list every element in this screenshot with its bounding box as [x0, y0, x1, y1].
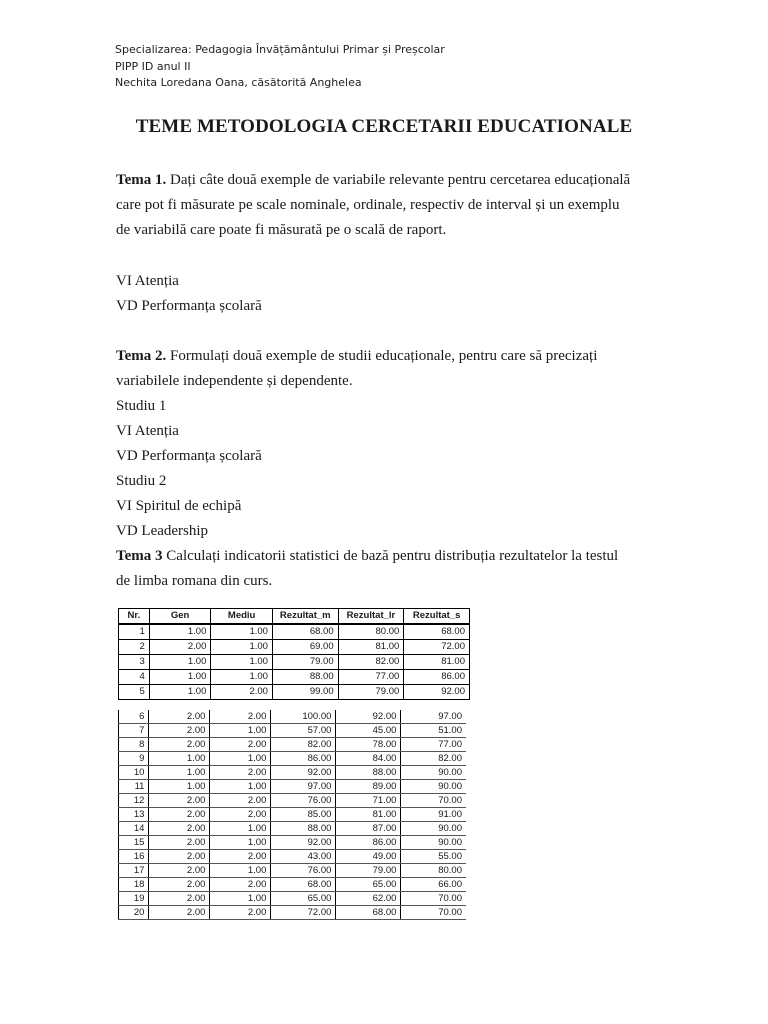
table-cell: 1.00 [210, 892, 271, 906]
table-cell: 82.00 [271, 738, 336, 752]
table-row [119, 906, 467, 920]
table-cell: 77.00 [401, 738, 466, 752]
studiu2-vd: VD Leadership [116, 523, 209, 539]
table-row [119, 670, 470, 685]
table-cell: 82.00 [338, 655, 404, 670]
table-cell: 81.00 [404, 655, 470, 670]
table-row [119, 710, 467, 724]
table-cell: 1.00 [211, 640, 273, 655]
table-cell: 1.00 [210, 864, 271, 878]
table-row [119, 752, 467, 766]
table-cell: 76.00 [271, 864, 336, 878]
table-cell: 86.00 [336, 836, 401, 850]
table-cell: 62.00 [336, 892, 401, 906]
table-cell: 18 [119, 878, 149, 892]
table-cell: 2 [119, 640, 150, 655]
table-cell: 12 [119, 794, 149, 808]
table-cell: 9 [119, 752, 149, 766]
table-cell: 4 [119, 670, 150, 685]
table-cell: 3 [119, 655, 150, 670]
table-cell: 99.00 [272, 685, 338, 700]
column-header-rezultat-m: Rezultat_m [272, 609, 338, 625]
table-cell: 2.00 [149, 640, 211, 655]
table-cell: 2.00 [210, 906, 271, 920]
header-author: Nechita Loredana Oana, căsătorită Anghelea [115, 76, 362, 89]
tema3-line2: de limba romana din curs. [116, 573, 273, 589]
table-cell: 2.00 [211, 685, 273, 700]
tema1-answer-vd: VD Performanța școlară [116, 298, 262, 314]
table-cell: 81.00 [338, 640, 404, 655]
table-cell: 86.00 [404, 670, 470, 685]
table-cell: 72.00 [404, 640, 470, 655]
table-cell: 45.00 [336, 724, 401, 738]
table-cell: 8 [119, 738, 149, 752]
document-header [115, 42, 445, 92]
table-cell: 65.00 [336, 878, 401, 892]
tema2-label: Tema 2. [116, 348, 167, 364]
studiu1-vi: VI Atenția [116, 423, 179, 439]
table-cell: 1.00 [210, 724, 271, 738]
table-cell: 86.00 [271, 752, 336, 766]
table-cell: 1.00 [210, 822, 271, 836]
table-row [119, 780, 467, 794]
table-row [119, 766, 467, 780]
column-header-rezultat-lr: Rezultat_lr [338, 609, 404, 625]
table-cell: 2.00 [149, 906, 210, 920]
table-cell: 1.00 [149, 670, 211, 685]
table-cell: 2.00 [149, 724, 210, 738]
header-program: PIPP ID anul II [115, 59, 191, 73]
tema3-text1: Calculați indicatorii statistici de bază pentru distribuția rezultatelor la testul [162, 548, 619, 564]
table-cell: 17 [119, 864, 149, 878]
studiu1-heading: Studiu 1 [116, 398, 167, 414]
table-cell: 2.00 [149, 710, 210, 724]
table-cell: 2.00 [149, 794, 210, 808]
table-cell: 2.00 [149, 808, 210, 822]
table-cell: 19 [119, 892, 149, 906]
table-row [119, 864, 467, 878]
table-row [119, 794, 467, 808]
table-cell: 2.00 [149, 850, 210, 864]
table-cell: 78.00 [336, 738, 401, 752]
table-cell: 2.00 [210, 766, 271, 780]
table-cell: 2.00 [149, 738, 210, 752]
table-cell: 2.00 [149, 878, 210, 892]
table-cell: 2.00 [210, 808, 271, 822]
table-cell: 1.00 [210, 780, 271, 794]
table-cell: 1.00 [149, 624, 211, 640]
table-cell: 80.00 [338, 624, 404, 640]
table-cell: 77.00 [338, 670, 404, 685]
studiu1-vd: VD Performanța școlară [116, 448, 262, 464]
table-cell: 65.00 [271, 892, 336, 906]
tema2-line1 [116, 348, 597, 365]
tema1-text1: Dați câte două exemple de variabile relevante pentru cercetarea educațională [166, 172, 631, 188]
table-cell: 90.00 [401, 780, 466, 794]
tema3-line1 [116, 548, 618, 565]
table-cell: 90.00 [401, 836, 466, 850]
table-cell: 1.00 [210, 752, 271, 766]
table-cell: 2.00 [210, 710, 271, 724]
table-row [119, 624, 470, 640]
table-cell: 72.00 [271, 906, 336, 920]
table-cell: 2.00 [149, 864, 210, 878]
table-cell: 1.00 [149, 685, 211, 700]
table-cell: 76.00 [271, 794, 336, 808]
table-cell: 14 [119, 822, 149, 836]
table-cell: 49.00 [336, 850, 401, 864]
table-cell: 1.00 [210, 836, 271, 850]
table-cell: 71.00 [336, 794, 401, 808]
table-cell: 87.00 [336, 822, 401, 836]
column-header-nr: Nr. [119, 609, 150, 625]
table-row [119, 738, 467, 752]
table-cell: 5 [119, 685, 150, 700]
table-cell: 85.00 [271, 808, 336, 822]
header-specialization: Specializarea: Pedagogia Învățământului Primar și Preșcolar [115, 43, 445, 56]
tema1-line3: de variabilă care poate fi măsurată pe o scală de raport. [116, 222, 447, 238]
table-row [119, 836, 467, 850]
table-cell: 97.00 [271, 780, 336, 794]
table-cell: 92.00 [271, 836, 336, 850]
table-row [119, 878, 467, 892]
table-cell: 1.00 [149, 780, 210, 794]
table-cell: 88.00 [336, 766, 401, 780]
table-cell: 89.00 [336, 780, 401, 794]
table-cell: 70.00 [401, 892, 466, 906]
table-row [119, 822, 467, 836]
table-cell: 2.00 [149, 836, 210, 850]
table-cell: 68.00 [336, 906, 401, 920]
table-row [119, 685, 470, 700]
studiu2-vi: VI Spiritul de echipă [116, 498, 242, 514]
table-cell: 55.00 [401, 850, 466, 864]
table-cell: 15 [119, 836, 149, 850]
tema1-line2: care pot fi măsurate pe scale nominale, ordinale, respectiv de interval și un exemplu [116, 197, 620, 213]
table-cell: 81.00 [336, 808, 401, 822]
table-cell: 80.00 [401, 864, 466, 878]
table-cell: 43.00 [271, 850, 336, 864]
table-cell: 90.00 [401, 766, 466, 780]
tema1-label: Tema 1. [116, 172, 167, 188]
table-cell: 16 [119, 850, 149, 864]
table-cell: 92.00 [271, 766, 336, 780]
table-cell: 97.00 [401, 710, 466, 724]
table-cell: 88.00 [271, 822, 336, 836]
table-cell: 68.00 [272, 624, 338, 640]
table-cell: 79.00 [336, 864, 401, 878]
table-cell: 82.00 [401, 752, 466, 766]
table-cell: 1 [119, 624, 150, 640]
table-row [119, 640, 470, 655]
table-cell: 88.00 [272, 670, 338, 685]
column-header-mediu: Mediu [211, 609, 273, 625]
table-cell: 1.00 [149, 655, 211, 670]
table-cell: 90.00 [401, 822, 466, 836]
table-cell: 2.00 [210, 878, 271, 892]
table-cell: 92.00 [404, 685, 470, 700]
table-cell: 2.00 [210, 794, 271, 808]
table-cell: 1.00 [211, 670, 273, 685]
table-cell: 68.00 [404, 624, 470, 640]
table-cell: 68.00 [271, 878, 336, 892]
tema2-text1: Formulați două exemple de studii educaționale, pentru care să precizați [166, 348, 598, 364]
results-table-part2 [118, 710, 466, 920]
table-cell: 57.00 [271, 724, 336, 738]
table-cell: 2.00 [210, 850, 271, 864]
table-row [119, 724, 467, 738]
table-cell: 51.00 [401, 724, 466, 738]
table-cell: 7 [119, 724, 149, 738]
table-cell: 79.00 [272, 655, 338, 670]
table-cell: 2.00 [149, 892, 210, 906]
table-cell: 6 [119, 710, 149, 724]
document-title: TEME METODOLOGIA CERCETARII EDUCATIONALE [135, 116, 633, 137]
table-cell: 92.00 [336, 710, 401, 724]
column-header-rezultat-s: Rezultat_s [404, 609, 470, 625]
table-row [119, 808, 467, 822]
table-cell: 1.00 [149, 766, 210, 780]
table-cell: 70.00 [401, 794, 466, 808]
table-cell: 10 [119, 766, 149, 780]
table-cell: 1.00 [211, 655, 273, 670]
table-cell: 66.00 [401, 878, 466, 892]
table-cell: 20 [119, 906, 149, 920]
tema1-answer-vi: VI Atenția [116, 273, 179, 289]
tema1-line1 [116, 172, 630, 189]
table-cell: 13 [119, 808, 149, 822]
table-cell: 100.00 [271, 710, 336, 724]
table-row [119, 655, 470, 670]
tema3-label: Tema 3 [116, 548, 163, 564]
table-cell: 2.00 [149, 822, 210, 836]
table-row [119, 850, 467, 864]
table-cell: 84.00 [336, 752, 401, 766]
table-cell: 69.00 [272, 640, 338, 655]
table-cell: 1.00 [149, 752, 210, 766]
table-row [119, 892, 467, 906]
table-cell: 2.00 [210, 738, 271, 752]
tema2-line2: variabilele independente și dependente. [116, 373, 353, 389]
table-cell: 79.00 [338, 685, 404, 700]
table-cell: 91.00 [401, 808, 466, 822]
table-cell: 1.00 [211, 624, 273, 640]
table-cell: 70.00 [401, 906, 466, 920]
studiu2-heading: Studiu 2 [116, 473, 167, 489]
column-header-gen: Gen [149, 609, 211, 625]
results-table-part1 [118, 608, 470, 700]
table-header-row [119, 609, 470, 625]
table-cell: 11 [119, 780, 149, 794]
